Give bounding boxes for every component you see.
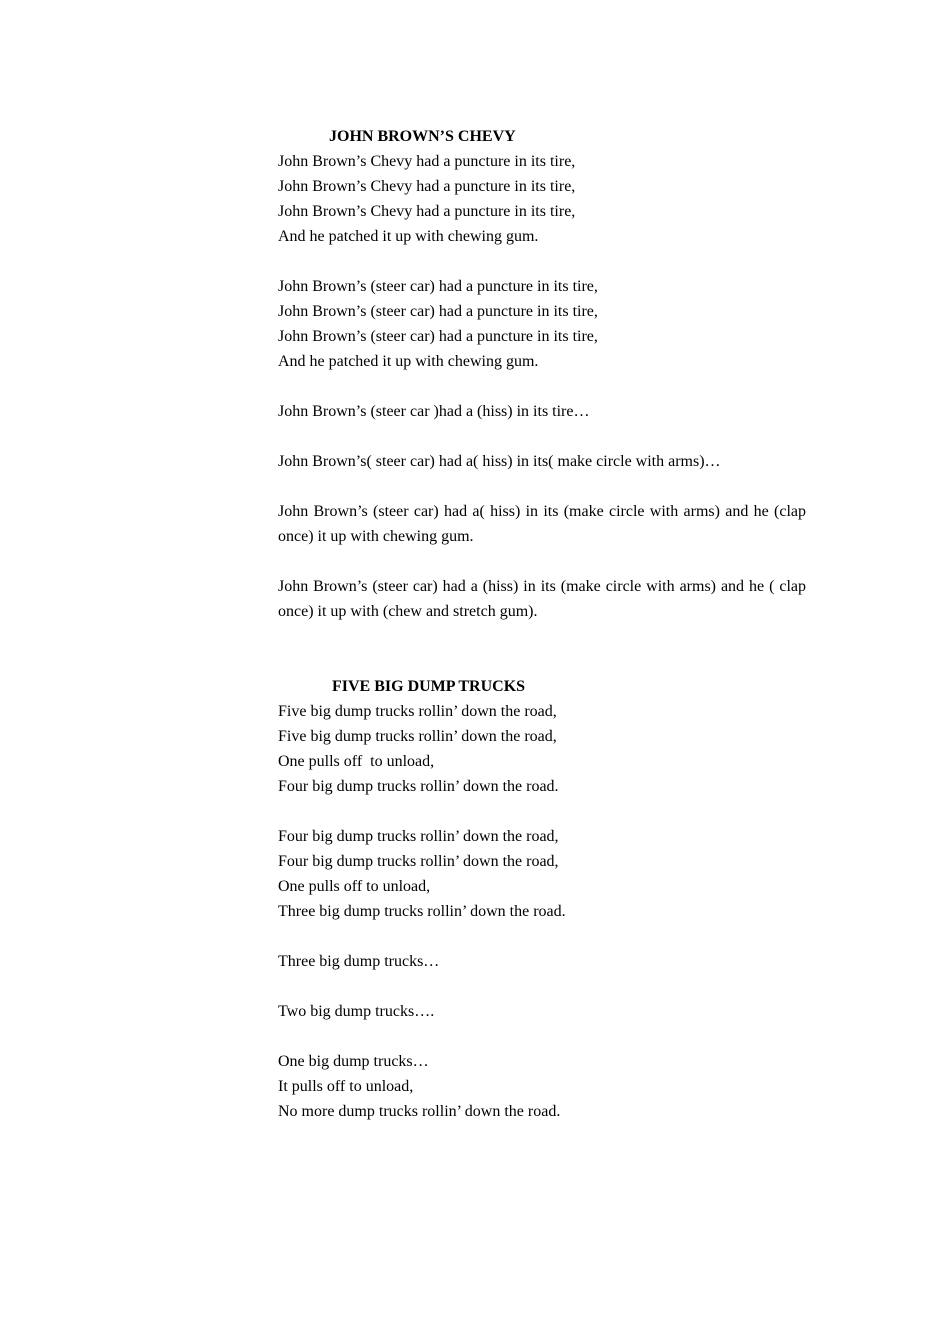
song-john-browns-chevy [278,124,806,624]
verse-line: Four big dump trucks rollin’ down the road, [278,828,559,845]
verse-line: John Brown’s Chevy had a puncture in its tire, [278,153,576,170]
stanza-break [278,974,806,999]
verse-line: It pulls off to unload, [278,1078,414,1095]
stanza-break [278,549,806,574]
verse-line: John Brown’s (steer car) had a puncture in its tire, [278,328,598,345]
verse-line: No more dump trucks rollin’ down the road. [278,1103,561,1120]
verse-line: John Brown’s (steer car) had a puncture in its tire, [278,303,598,320]
verse-line: John Brown’s (steer car )had a (hiss) in its tire… [278,403,590,420]
song-separator [278,624,806,674]
verse-line: John Brown’s( steer car) had a( hiss) in its( make circle with arms)… [278,453,721,470]
verse-line: Three big dump trucks rollin’ down the road. [278,903,566,920]
verse-line: Four big dump trucks rollin’ down the road, [278,853,559,870]
verse-line: One pulls off to unload, [278,753,435,770]
verse-line: One pulls off to unload, [278,878,431,895]
verse-line: One big dump trucks… [278,1053,429,1070]
verse-line: John Brown’s Chevy had a puncture in its tire, [278,203,576,220]
document-body [278,124,806,1124]
verse-line: John Brown’s Chevy had a puncture in its tire, [278,178,576,195]
verse-line: Two big dump trucks…. [278,1003,435,1020]
verse-line: Three big dump trucks… [278,953,440,970]
song-five-big-dump-trucks [278,674,806,1124]
verse-line: John Brown’s (steer car) had a puncture in its tire, [278,278,598,295]
verse [278,699,806,799]
stanza-break [278,1024,806,1049]
verse [278,1049,806,1124]
verse [278,824,806,924]
stanza-break [278,424,806,449]
verse-line: Four big dump trucks rollin’ down the road. [278,778,559,795]
verse-line: Five big dump trucks rollin’ down the road, [278,703,557,720]
verse-paragraph: John Brown’s (steer car) had a( hiss) in its (make circle with arms) and he (clap once) it up with chewing gum. [278,503,806,545]
verse [278,274,806,374]
song-title: FIVE BIG DUMP TRUCKS [332,678,526,695]
stanza-break [278,924,806,949]
stanza-break [278,799,806,824]
stanza-break [278,374,806,399]
verse-line: And he patched it up with chewing gum. [278,353,539,370]
verse-line: Five big dump trucks rollin’ down the road, [278,728,557,745]
song-title: JOHN BROWN’S CHEVY [329,128,516,145]
verse [278,149,806,249]
verse-paragraph: John Brown’s (steer car) had a (hiss) in its (make circle with arms) and he ( clap once) it up with (chew and stretch gum). [278,578,806,620]
stanza-break [278,249,806,274]
verse-line: And he patched it up with chewing gum. [278,228,539,245]
stanza-break [278,474,806,499]
